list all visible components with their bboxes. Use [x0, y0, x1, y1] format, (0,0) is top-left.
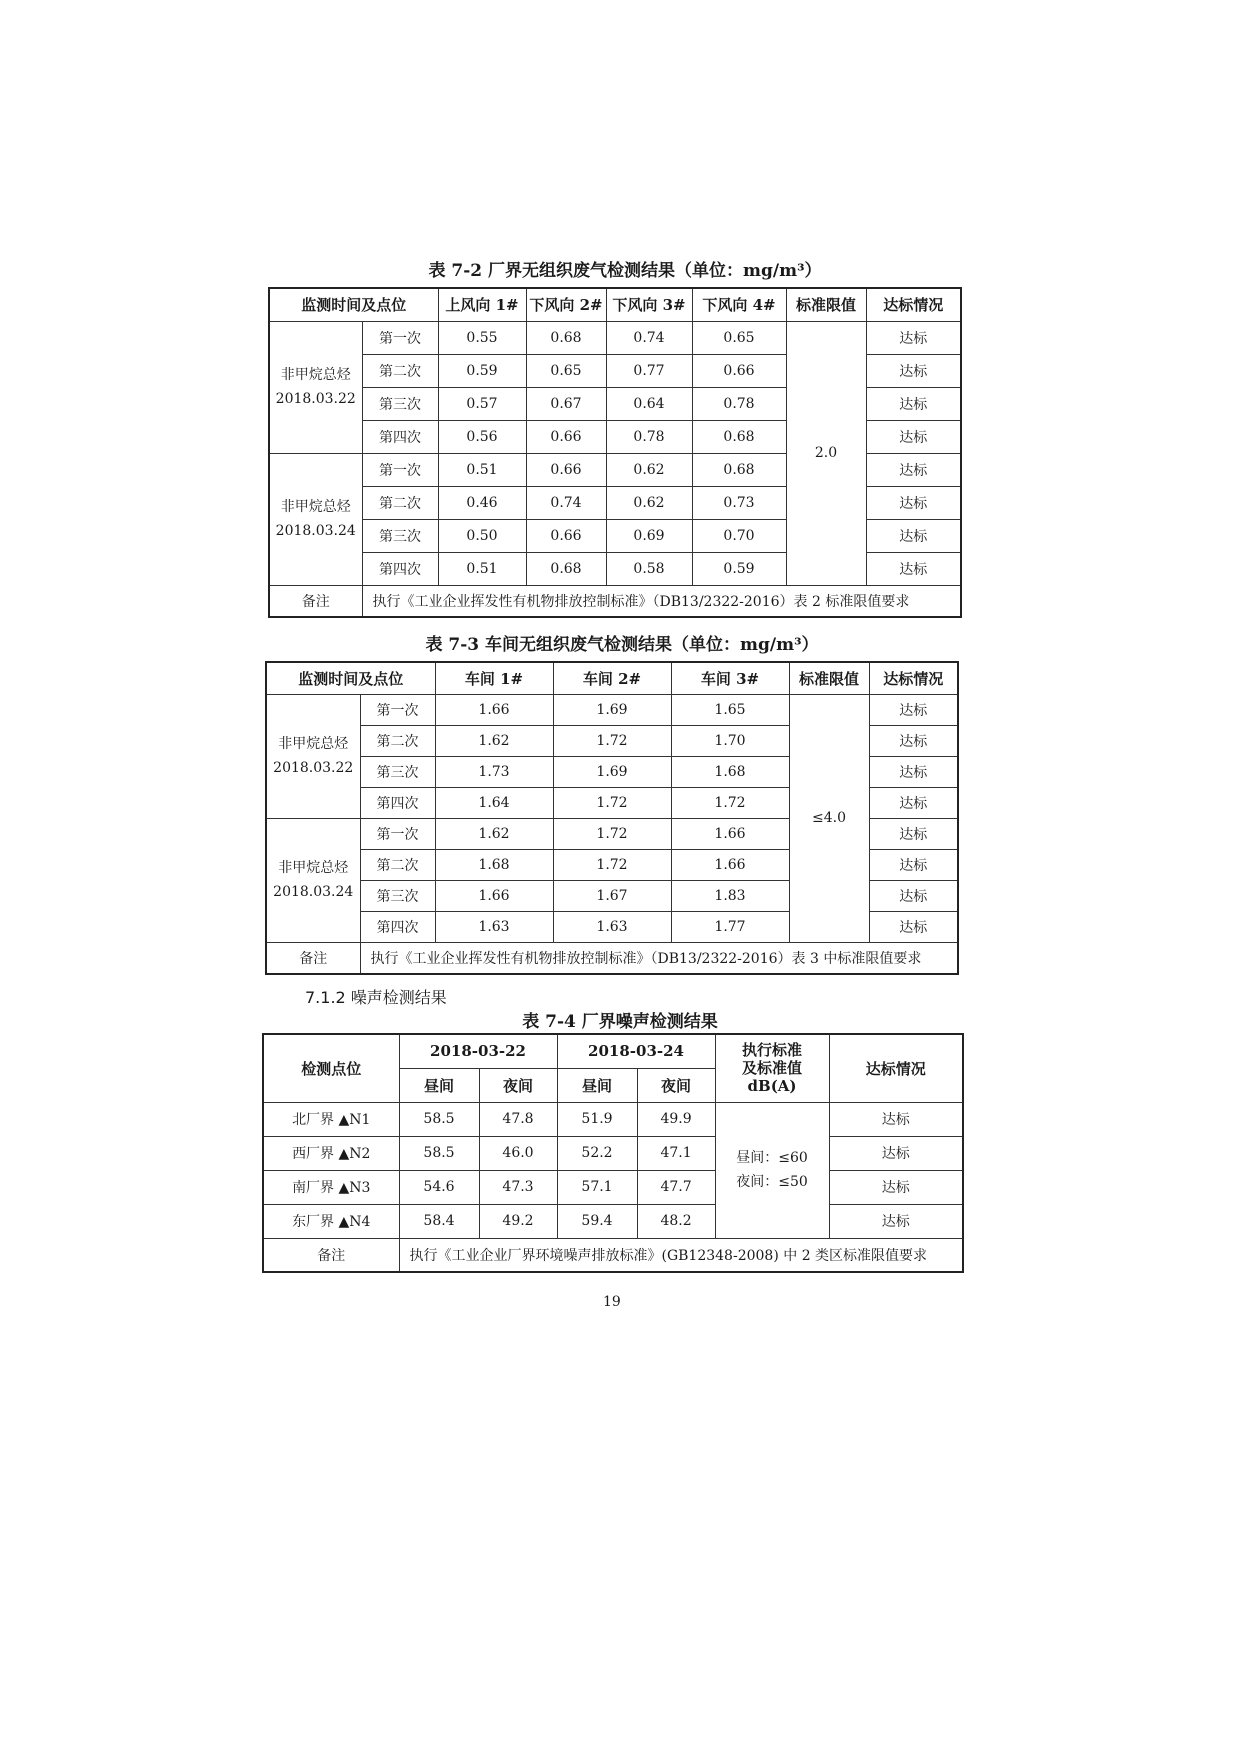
value-cell: 0.59 — [692, 552, 786, 585]
standard-limit-cell: 2.0 — [786, 321, 866, 585]
value-cell: 0.68 — [526, 552, 606, 585]
value-cell: 0.58 — [606, 552, 692, 585]
value-cell: 1.66 — [435, 880, 553, 911]
round-cell: 第一次 — [362, 321, 438, 354]
value-cell: 0.68 — [692, 420, 786, 453]
value-cell: 0.51 — [438, 552, 526, 585]
table-7-3 — [265, 661, 959, 975]
table-7-4-caption: 表 7-4 厂界噪声检测结果 — [522, 1012, 718, 1032]
note-label: 备注 — [269, 585, 362, 617]
value-cell: 0.77 — [606, 354, 692, 387]
value-cell: 0.69 — [606, 519, 692, 552]
status-cell: 达标 — [866, 486, 961, 519]
header-cell: 标准限值 — [789, 662, 869, 694]
table-7-3-caption: 表 7-3 车间无组织废气检测结果（单位：mg/m³） — [425, 635, 819, 655]
value-cell: 54.6 — [399, 1170, 479, 1204]
table-row — [263, 1136, 963, 1170]
header-cell: 标准限值 — [786, 288, 866, 321]
pollutant-name: 非甲烷总烃 — [278, 736, 349, 752]
value-cell: 0.65 — [692, 321, 786, 354]
point-cell: 南厂界 ▲N3 — [263, 1170, 399, 1204]
status-cell: 达标 — [866, 387, 961, 420]
status-cell: 达标 — [866, 354, 961, 387]
round-cell: 第二次 — [362, 486, 438, 519]
value-cell: 0.57 — [438, 387, 526, 420]
status-cell: 达标 — [866, 552, 961, 585]
status-cell: 达标 — [869, 911, 958, 942]
value-cell: 0.59 — [438, 354, 526, 387]
status-cell: 达标 — [829, 1102, 963, 1136]
value-cell: 0.74 — [526, 486, 606, 519]
value-cell: 52.2 — [557, 1136, 637, 1170]
status-cell: 达标 — [829, 1204, 963, 1238]
pollutant-name: 非甲烷总烃 — [280, 367, 351, 383]
round-cell: 第三次 — [362, 387, 438, 420]
value-cell: 46.0 — [479, 1136, 557, 1170]
table-header-row — [263, 1034, 963, 1068]
header-status: 达标情况 — [829, 1034, 963, 1102]
monitor-date: 2018.03.24 — [273, 884, 354, 900]
header-standard-line: 执行标准 — [742, 1041, 803, 1060]
header-date: 2018-03-22 — [399, 1034, 557, 1068]
header-cell: 车间 2# — [553, 662, 671, 694]
value-cell: 1.68 — [435, 849, 553, 880]
monitor-point-cell — [266, 694, 360, 818]
monitor-date: 2018.03.22 — [275, 391, 356, 407]
round-cell: 第三次 — [362, 519, 438, 552]
round-cell: 第一次 — [362, 453, 438, 486]
value-cell: 1.73 — [435, 756, 553, 787]
note-row — [269, 585, 961, 617]
header-standard-line: 及标准值 — [742, 1059, 803, 1078]
status-cell: 达标 — [869, 756, 958, 787]
value-cell: 0.62 — [606, 486, 692, 519]
value-cell: 0.66 — [526, 519, 606, 552]
monitor-date: 2018.03.24 — [275, 523, 356, 539]
status-cell: 达标 — [829, 1136, 963, 1170]
value-cell: 0.66 — [692, 354, 786, 387]
round-cell: 第四次 — [362, 552, 438, 585]
standard-day: 昼间：≤60 — [736, 1150, 808, 1166]
section-heading: 7.1.2 噪声检测结果 — [305, 988, 447, 1007]
pollutant-name: 非甲烷总烃 — [280, 499, 351, 515]
status-cell: 达标 — [866, 321, 961, 354]
value-cell: 47.7 — [637, 1170, 715, 1204]
table-row — [266, 694, 958, 725]
value-cell: 0.65 — [526, 354, 606, 387]
round-cell: 第三次 — [360, 756, 435, 787]
standard-limit-cell — [715, 1102, 829, 1238]
value-cell: 1.77 — [671, 911, 789, 942]
header-cell: 达标情况 — [866, 288, 961, 321]
status-cell: 达标 — [869, 818, 958, 849]
value-cell: 1.72 — [671, 787, 789, 818]
header-cell: 上风向 1# — [438, 288, 526, 321]
value-cell: 0.74 — [606, 321, 692, 354]
value-cell: 1.72 — [553, 787, 671, 818]
monitor-point-cell — [269, 321, 362, 453]
value-cell: 0.66 — [526, 420, 606, 453]
value-cell: 1.83 — [671, 880, 789, 911]
value-cell: 1.72 — [553, 725, 671, 756]
status-cell: 达标 — [866, 519, 961, 552]
value-cell: 1.67 — [553, 880, 671, 911]
note-row — [266, 942, 958, 974]
header-night: 夜间 — [479, 1068, 557, 1102]
value-cell: 48.2 — [637, 1204, 715, 1238]
round-cell: 第四次 — [360, 787, 435, 818]
round-cell: 第一次 — [360, 694, 435, 725]
table-row — [263, 1170, 963, 1204]
value-cell: 1.66 — [671, 818, 789, 849]
value-cell: 47.3 — [479, 1170, 557, 1204]
value-cell: 47.8 — [479, 1102, 557, 1136]
value-cell: 1.69 — [553, 756, 671, 787]
value-cell: 1.72 — [553, 818, 671, 849]
value-cell: 0.62 — [606, 453, 692, 486]
round-cell: 第四次 — [362, 420, 438, 453]
monitor-date: 2018.03.22 — [273, 760, 354, 776]
header-cell: 下风向 3# — [606, 288, 692, 321]
value-cell: 1.65 — [671, 694, 789, 725]
header-cell: 车间 1# — [435, 662, 553, 694]
value-cell: 0.68 — [692, 453, 786, 486]
value-cell: 1.64 — [435, 787, 553, 818]
value-cell: 1.69 — [553, 694, 671, 725]
table-7-2-caption: 表 7-2 厂界无组织废气检测结果（单位：mg/m³） — [428, 261, 822, 281]
standard-night: 夜间：≤50 — [736, 1174, 808, 1190]
value-cell: 1.63 — [435, 911, 553, 942]
status-cell: 达标 — [866, 420, 961, 453]
value-cell: 58.5 — [399, 1102, 479, 1136]
note-label: 备注 — [266, 942, 360, 974]
table-7-2 — [268, 287, 962, 618]
value-cell: 0.50 — [438, 519, 526, 552]
status-cell: 达标 — [869, 849, 958, 880]
value-cell: 1.62 — [435, 725, 553, 756]
header-day: 昼间 — [557, 1068, 637, 1102]
note-text: 执行《工业企业挥发性有机物排放控制标准》（DB13/2322-2016）表 3 中标准限值要求 — [360, 942, 958, 974]
header-cell: 达标情况 — [869, 662, 958, 694]
pollutant-name: 非甲烷总烃 — [278, 860, 349, 876]
table-row — [263, 1102, 963, 1136]
value-cell: 0.51 — [438, 453, 526, 486]
value-cell: 1.63 — [553, 911, 671, 942]
value-cell: 0.64 — [606, 387, 692, 420]
round-cell: 第三次 — [360, 880, 435, 911]
value-cell: 1.62 — [435, 818, 553, 849]
point-cell: 东厂界 ▲N4 — [263, 1204, 399, 1238]
header-cell: 监测时间及点位 — [269, 288, 438, 321]
round-cell: 第四次 — [360, 911, 435, 942]
header-night: 夜间 — [637, 1068, 715, 1102]
value-cell: 0.67 — [526, 387, 606, 420]
value-cell: 1.70 — [671, 725, 789, 756]
status-cell: 达标 — [866, 453, 961, 486]
value-cell: 49.2 — [479, 1204, 557, 1238]
value-cell: 1.66 — [435, 694, 553, 725]
table-row — [263, 1204, 963, 1238]
table-7-4 — [262, 1033, 964, 1273]
value-cell: 0.70 — [692, 519, 786, 552]
value-cell: 1.66 — [671, 849, 789, 880]
note-text: 执行《工业企业挥发性有机物排放控制标准》（DB13/2322-2016）表 2 标准限值要求 — [362, 585, 961, 617]
value-cell: 57.1 — [557, 1170, 637, 1204]
header-cell: 监测时间及点位 — [266, 662, 435, 694]
table-header-row — [266, 662, 958, 694]
monitor-point-cell — [269, 453, 362, 585]
header-date: 2018-03-24 — [557, 1034, 715, 1068]
status-cell: 达标 — [869, 787, 958, 818]
table-row — [269, 321, 961, 354]
value-cell: 47.1 — [637, 1136, 715, 1170]
monitor-point-cell — [266, 818, 360, 942]
page-number: 19 — [603, 1294, 621, 1310]
value-cell: 58.4 — [399, 1204, 479, 1238]
point-cell: 西厂界 ▲N2 — [263, 1136, 399, 1170]
header-cell: 下风向 2# — [526, 288, 606, 321]
value-cell: 58.5 — [399, 1136, 479, 1170]
standard-limit-cell: ≤4.0 — [789, 694, 869, 942]
status-cell: 达标 — [869, 725, 958, 756]
round-cell: 第二次 — [360, 725, 435, 756]
status-cell: 达标 — [829, 1170, 963, 1204]
header-point: 检测点位 — [263, 1034, 399, 1102]
note-label: 备注 — [263, 1238, 399, 1272]
header-standard — [715, 1034, 829, 1102]
round-cell: 第二次 — [362, 354, 438, 387]
value-cell: 49.9 — [637, 1102, 715, 1136]
point-cell: 北厂界 ▲N1 — [263, 1102, 399, 1136]
header-day: 昼间 — [399, 1068, 479, 1102]
round-cell: 第一次 — [360, 818, 435, 849]
note-row — [263, 1238, 963, 1272]
value-cell: 51.9 — [557, 1102, 637, 1136]
value-cell: 0.55 — [438, 321, 526, 354]
value-cell: 0.46 — [438, 486, 526, 519]
value-cell: 0.73 — [692, 486, 786, 519]
table-header-row — [269, 288, 961, 321]
value-cell: 59.4 — [557, 1204, 637, 1238]
note-text: 执行《工业企业厂界环境噪声排放标准》(GB12348-2008) 中 2 类区标准限值要求 — [399, 1238, 963, 1272]
value-cell: 0.78 — [692, 387, 786, 420]
header-cell: 下风向 4# — [692, 288, 786, 321]
header-standard-line: dB(A) — [747, 1077, 797, 1096]
value-cell: 0.78 — [606, 420, 692, 453]
value-cell: 0.68 — [526, 321, 606, 354]
value-cell: 0.66 — [526, 453, 606, 486]
header-cell: 车间 3# — [671, 662, 789, 694]
status-cell: 达标 — [869, 880, 958, 911]
round-cell: 第二次 — [360, 849, 435, 880]
value-cell: 0.56 — [438, 420, 526, 453]
value-cell: 1.72 — [553, 849, 671, 880]
status-cell: 达标 — [869, 694, 958, 725]
value-cell: 1.68 — [671, 756, 789, 787]
